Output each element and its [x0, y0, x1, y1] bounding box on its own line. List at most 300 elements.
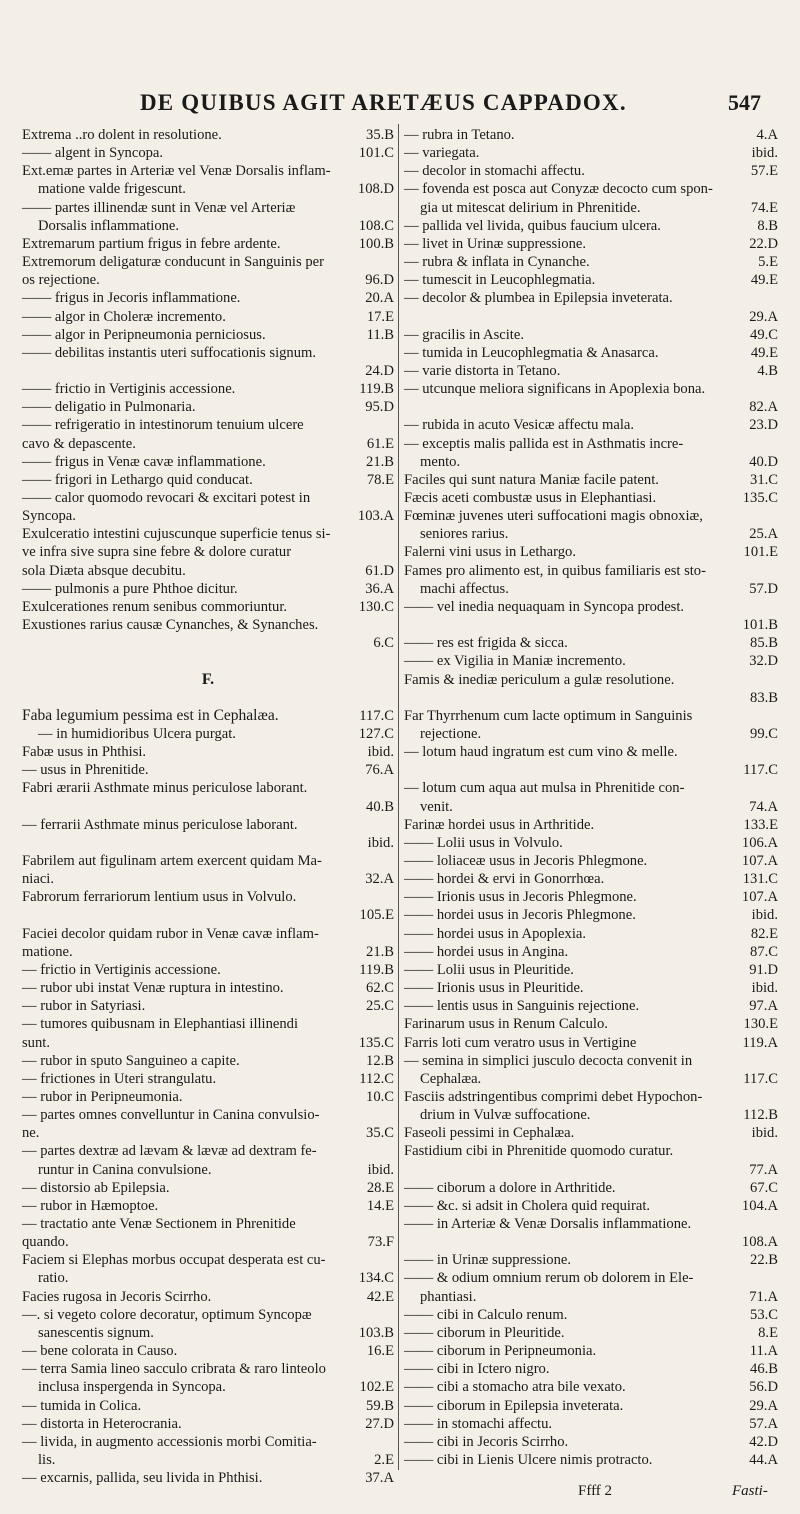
- entry-reference: 106.A: [741, 834, 778, 851]
- entry-text: runtur in Canina convulsione.: [38, 1161, 212, 1178]
- index-entry: [22, 943, 394, 961]
- index-entry: [22, 1124, 394, 1142]
- entry-text: —. si vegeto colore decoratur, optimum Syncopæ: [22, 1306, 312, 1323]
- entry-text: — tumescit in Leucophlegmatia.: [404, 272, 596, 289]
- index-entry: [404, 235, 778, 253]
- index-entry: [22, 126, 394, 144]
- entry-reference: 135.C: [742, 490, 778, 506]
- entry-reference: 49.E: [750, 344, 778, 361]
- entry-text: — in humidioribus Ulcera purgat.: [38, 725, 236, 742]
- entry-reference: 56.D: [749, 1379, 778, 1396]
- entry-text: —— cibi in Jecoris Scirrho.: [404, 1433, 569, 1450]
- entry-reference: 29.A: [749, 1397, 778, 1414]
- index-entry: [404, 1034, 778, 1052]
- entry-reference: 42.E: [366, 1288, 394, 1305]
- index-entry: [404, 1397, 778, 1415]
- entry-reference: 17.E: [366, 308, 394, 325]
- index-entry: [404, 671, 778, 689]
- entry-reference: 74.E: [750, 199, 778, 216]
- entry-text: Farris loti cum veratro usus in Vertigine: [404, 1034, 637, 1051]
- index-entry: [404, 144, 778, 162]
- entry-text: — rubor in Peripneumonia.: [22, 1088, 183, 1105]
- index-entry: [22, 362, 394, 380]
- entry-text: — rubra & inflata in Cynanche.: [404, 254, 590, 271]
- entry-text: lis.: [38, 1451, 56, 1468]
- running-title: DE QUIBUS AGIT ARETÆUS CAPPADOX.: [140, 90, 627, 115]
- entry-text: — gracilis in Ascite.: [404, 326, 524, 343]
- index-entry: [404, 652, 778, 670]
- index-entry: [404, 1142, 778, 1160]
- entry-reference: 102.E: [359, 1379, 394, 1396]
- index-entry: [22, 1415, 394, 1433]
- entry-reference: 105.E: [359, 907, 394, 924]
- index-entry: [22, 416, 394, 434]
- index-entry: [22, 1451, 394, 1469]
- index-entry: [22, 435, 394, 453]
- index-entry: [404, 1306, 778, 1324]
- index-entry: [404, 344, 778, 362]
- entry-text: —— algor in Choleræ incremento.: [22, 308, 226, 325]
- entry-reference: 5.E: [758, 254, 778, 271]
- entry-reference: 12.B: [366, 1052, 394, 1069]
- index-entry: [404, 598, 778, 616]
- entry-text: —— Irionis usus in Pleuritide.: [404, 980, 584, 997]
- index-entry: [22, 525, 394, 543]
- index-entry: [22, 652, 394, 670]
- index-entry: [22, 1469, 394, 1487]
- index-entry: [22, 1233, 394, 1251]
- index-entry: [404, 1433, 778, 1451]
- entry-text: — variegata.: [404, 145, 480, 162]
- right-index-column: [404, 126, 778, 1486]
- index-entry: [22, 870, 394, 888]
- entry-text: — frictiones in Uteri strangulatu.: [22, 1070, 217, 1087]
- index-entry: [404, 888, 778, 906]
- entry-reference: 117.C: [743, 762, 778, 779]
- entry-reference: 119.B: [359, 381, 394, 398]
- entry-text: Fabrorum ferrariorum lentium usus in Volvulo.: [22, 889, 297, 906]
- entry-text: —— in stomachi affectu.: [404, 1415, 553, 1432]
- index-entry: [22, 1088, 394, 1106]
- index-entry: [404, 362, 778, 380]
- entry-reference: 87.C: [750, 943, 778, 960]
- index-entry: [22, 671, 394, 689]
- entry-text: matione valde frigescunt.: [38, 181, 186, 198]
- entry-text: —— lentis usus in Sanguinis rejectione.: [404, 998, 640, 1015]
- entry-reference: 103.A: [357, 508, 394, 525]
- entry-text: — tumida in Colica.: [22, 1397, 142, 1414]
- entry-reference: 78.E: [366, 471, 394, 488]
- entry-reference: 108.D: [357, 181, 394, 198]
- entry-reference: 108.C: [358, 217, 394, 234]
- entry-text: Exustiones rarius causæ Cynanches, & Synanches.: [22, 617, 319, 634]
- entry-reference: 22.B: [750, 1252, 778, 1269]
- entry-reference: 108.A: [741, 1234, 778, 1251]
- entry-text: venit.: [420, 798, 453, 815]
- index-entry: [22, 852, 394, 870]
- entry-reference: 11.A: [749, 1343, 778, 1360]
- entry-reference: 107.A: [741, 853, 778, 869]
- entry-reference: 130.E: [743, 1016, 778, 1033]
- index-entry: [404, 1378, 778, 1396]
- index-entry: [404, 1015, 778, 1033]
- entry-reference: 4.B: [757, 362, 778, 379]
- entry-text: — terra Samia lineo sacculo cribrata & raro linteolo: [22, 1361, 326, 1378]
- entry-reference: ibid.: [751, 907, 778, 924]
- entry-text: — tumida in Leucophlegmatia & Anasarca.: [404, 344, 659, 361]
- index-entry: [404, 435, 778, 453]
- entry-text: —— loliaceæ usus in Jecoris Phlegmone.: [404, 853, 648, 869]
- entry-text: —— pulmonis a pure Phthoe dicitur.: [22, 580, 238, 597]
- entry-text: — usus in Phrenitide.: [22, 762, 149, 779]
- entry-text: — livet in Urinæ suppressione.: [404, 235, 587, 252]
- index-entry: [22, 580, 394, 598]
- index-entry: [404, 326, 778, 344]
- entry-text: Exulcerationes renum senibus commoriuntur.: [22, 598, 288, 615]
- index-entry: [22, 453, 394, 471]
- entry-reference: 97.A: [749, 998, 778, 1015]
- entry-reference: 2.E: [374, 1451, 394, 1468]
- index-entry: [404, 743, 778, 761]
- index-entry: [22, 1288, 394, 1306]
- entry-text: — ferrarii Asthmate minus periculose laborant.: [22, 816, 298, 833]
- index-entry: [404, 1070, 778, 1088]
- entry-text: — utcunque meliora significans in Apoplexia bona.: [404, 381, 706, 398]
- entry-reference: 23.D: [749, 417, 778, 434]
- index-entry: [404, 1052, 778, 1070]
- index-entry: [404, 1124, 778, 1142]
- entry-text: Fabri ærarii Asthmate minus periculose laborant.: [22, 780, 308, 797]
- index-entry: [22, 1197, 394, 1215]
- entry-reference: 71.A: [749, 1288, 778, 1305]
- entry-text: —— frigus in Venæ cavæ inflammatione.: [22, 453, 266, 470]
- entry-text: —— res est frigida & sicca.: [404, 635, 568, 652]
- entry-reference: 107.A: [741, 889, 778, 906]
- entry-text: —— algor in Peripneumonia perniciosus.: [22, 326, 266, 343]
- entry-reference: 25.A: [749, 526, 778, 543]
- entry-text: sunt.: [22, 1034, 50, 1051]
- index-entry: [404, 1088, 778, 1106]
- entry-text: — rubida in acuto Vesicæ affectu mala.: [404, 417, 635, 434]
- index-entry: [404, 1161, 778, 1179]
- index-entry: [404, 1288, 778, 1306]
- index-entry: [22, 634, 394, 652]
- entry-text: —— frigori in Lethargo quid conducat.: [22, 471, 253, 488]
- index-entry: [404, 1251, 778, 1269]
- entry-text: Extremarum partium frigus in febre ardente.: [22, 235, 281, 252]
- index-entry: [404, 525, 778, 543]
- index-entry: [22, 798, 394, 816]
- entry-reference: 27.D: [365, 1415, 394, 1432]
- entry-text: — frictio in Vertiginis accessione.: [22, 961, 221, 978]
- entry-text: — semina in simplici jusculo decocta convenit in: [404, 1052, 693, 1069]
- entry-text: —— Lolii usus in Pleuritide.: [404, 961, 574, 978]
- index-entry: [22, 253, 394, 271]
- entry-text: —— frictio in Vertiginis accessione.: [22, 381, 236, 398]
- index-entry: [404, 1215, 778, 1233]
- entry-text: Falerni vini usus in Lethargo.: [404, 544, 576, 561]
- entry-text: — rubor in Hæmoptoe.: [22, 1197, 159, 1214]
- index-entry: [22, 235, 394, 253]
- entry-reference: 20.A: [365, 290, 394, 307]
- index-entry: [22, 144, 394, 162]
- entry-text: matione.: [22, 943, 73, 960]
- index-entry: [404, 1360, 778, 1378]
- entry-reference: 6.C: [373, 635, 394, 652]
- entry-reference: 76.A: [365, 762, 394, 779]
- entry-text: —— cibi in Ictero nigro.: [404, 1361, 550, 1378]
- index-entry: [404, 779, 778, 797]
- entry-text: os rejectione.: [22, 272, 100, 289]
- entry-text: gia ut mitescat delirium in Phrenitide.: [420, 199, 641, 216]
- entry-reference: 82.E: [750, 925, 778, 942]
- entry-text: — rubra in Tetano.: [404, 127, 515, 143]
- entry-reference: 117.C: [743, 1070, 778, 1087]
- entry-text: quando.: [22, 1234, 69, 1251]
- entry-reference: 14.E: [366, 1197, 394, 1214]
- entry-text: —— Irionis usus in Jecoris Phlegmone.: [404, 889, 637, 906]
- entry-text: —— cibi a stomacho atra bile vexato.: [404, 1379, 626, 1396]
- index-entry: [22, 997, 394, 1015]
- entry-reference: 40.D: [749, 453, 778, 470]
- entry-text: Syncopa.: [22, 508, 76, 525]
- entry-reference: 99.C: [750, 725, 778, 742]
- entry-reference: 67.C: [750, 1179, 778, 1196]
- index-entry: [22, 598, 394, 616]
- index-entry: [22, 979, 394, 997]
- entry-text: Faciles qui sunt natura Maniæ facile patent.: [404, 471, 659, 488]
- entry-text: — tumores quibusnam in Elephantiasi illinendi: [22, 1016, 299, 1033]
- entry-text: Faciem si Elephas morbus occupat desperata est cu-: [22, 1252, 326, 1269]
- entry-reference: ibid.: [751, 1125, 778, 1142]
- entry-text: sola Diæta absque decubitu.: [22, 562, 186, 579]
- entry-reference: 35.B: [366, 127, 394, 143]
- index-entry: [22, 217, 394, 235]
- entry-reference: ibid.: [751, 980, 778, 997]
- entry-reference: 61.D: [365, 562, 394, 579]
- entry-text: Far Thyrrhenum cum lacte optimum in Sanguinis: [404, 707, 693, 724]
- index-entry: [22, 344, 394, 362]
- entry-text: —— frigus in Jecoris inflammatione.: [22, 290, 241, 307]
- entry-reference: 37.A: [365, 1470, 394, 1487]
- entry-reference: 24.D: [365, 362, 394, 379]
- entry-reference: 11.B: [366, 326, 394, 343]
- index-entry: [22, 489, 394, 507]
- entry-text: mento.: [420, 453, 461, 470]
- entry-text: ne.: [22, 1125, 40, 1142]
- entry-text: —— ciborum in Pleuritide.: [404, 1324, 565, 1341]
- index-entry: [404, 416, 778, 434]
- entry-text: — bene colorata in Causo.: [22, 1343, 178, 1360]
- index-entry: [22, 199, 394, 217]
- index-entry: [404, 271, 778, 289]
- entry-text: —— Lolii usus in Volvulo.: [404, 834, 563, 851]
- entry-text: Extrema ..ro dolent in resolutione.: [22, 127, 222, 143]
- entry-reference: 131.C: [742, 871, 778, 888]
- entry-reference: 57.E: [750, 163, 778, 180]
- entry-reference: 57.D: [749, 580, 778, 597]
- page-number: 547: [728, 90, 761, 115]
- entry-text: drium in Vulvæ suffocatione.: [420, 1107, 591, 1124]
- entry-reference: 83.B: [750, 689, 778, 706]
- entry-reference: ibid.: [367, 744, 394, 761]
- entry-text: rejectione.: [420, 725, 482, 742]
- index-entry: [22, 689, 394, 707]
- index-entry: [404, 580, 778, 598]
- entry-text: — partes omnes convelluntur in Canina convulsio-: [22, 1107, 320, 1124]
- index-entry: [22, 507, 394, 525]
- index-entry: [22, 888, 394, 906]
- entry-reference: 32.D: [749, 653, 778, 670]
- entry-text: —— in Urinæ suppressione.: [404, 1252, 572, 1269]
- entry-text: Cephalæa.: [420, 1070, 482, 1087]
- entry-text: niaci.: [22, 871, 55, 888]
- entry-reference: 127.C: [358, 725, 394, 742]
- entry-reference: 112.C: [359, 1070, 394, 1087]
- entry-text: — rubor in sputo Sanguineo a capite.: [22, 1052, 240, 1069]
- entry-text: — rubor ubi instat Venæ ruptura in intestino.: [22, 980, 284, 997]
- index-entry: [404, 979, 778, 997]
- index-entry: [22, 1251, 394, 1269]
- index-entry: [404, 707, 778, 725]
- index-entry: [22, 1179, 394, 1197]
- entry-text: — tractatio ante Venæ Sectionem in Phrenitide: [22, 1216, 296, 1232]
- index-entry: [22, 1360, 394, 1378]
- index-entry: [404, 453, 778, 471]
- entry-reference: 32.A: [365, 871, 394, 888]
- index-entry: [22, 834, 394, 852]
- entry-reference: 117.C: [359, 707, 394, 724]
- entry-reference: 101.C: [358, 145, 394, 162]
- entry-reference: 91.D: [749, 961, 778, 978]
- entry-reference: 49.E: [750, 272, 778, 289]
- index-entry: [404, 253, 778, 271]
- index-entry: [22, 562, 394, 580]
- entry-text: Farinarum usus in Renum Calculo.: [404, 1016, 608, 1033]
- index-entry: [404, 925, 778, 943]
- index-entry: [404, 1233, 778, 1251]
- entry-text: Farinæ hordei usus in Arthritide.: [404, 816, 595, 833]
- index-entry: [22, 1397, 394, 1415]
- index-entry: [22, 761, 394, 779]
- index-entry: [22, 398, 394, 416]
- entry-reference: 53.C: [750, 1306, 778, 1323]
- entry-text: —— hordei & ervi in Gonorrhœa.: [404, 871, 605, 888]
- entry-reference: 61.E: [366, 435, 394, 452]
- entry-text: —— debilitas instantis uteri suffocationis signum.: [22, 344, 317, 361]
- entry-text: — distorsio ab Epilepsia.: [22, 1179, 170, 1196]
- index-entry: [404, 543, 778, 561]
- entry-text: — exceptis malis pallida est in Asthmatis incre-: [404, 435, 684, 452]
- entry-reference: 96.D: [365, 272, 394, 289]
- entry-reference: 21.B: [366, 453, 394, 470]
- page-header: [0, 88, 800, 124]
- index-entry: [22, 616, 394, 634]
- index-entry: [22, 1015, 394, 1033]
- index-entry: [404, 1324, 778, 1342]
- entry-text: Fæcis aceti combustæ usus in Elephantiasi.: [404, 490, 657, 506]
- entry-reference: 57.A: [749, 1415, 778, 1432]
- entry-reference: 8.E: [758, 1324, 778, 1341]
- index-entry: [22, 1034, 394, 1052]
- entry-reference: 4.A: [756, 127, 778, 143]
- index-entry: [22, 816, 394, 834]
- entry-reference: 22.D: [749, 235, 778, 252]
- index-entry: [404, 180, 778, 198]
- index-entry: [22, 471, 394, 489]
- entry-reference: 31.C: [750, 471, 778, 488]
- entry-text: Fastidium cibi in Phrenitide quomodo curatur.: [404, 1143, 674, 1160]
- index-entry: [404, 689, 778, 707]
- entry-reference: 85.B: [750, 635, 778, 652]
- entry-text: —— vel inedia nequaquam in Syncopa prodest.: [404, 598, 685, 615]
- entry-text: seniores rarius.: [420, 526, 509, 543]
- index-entry: [404, 943, 778, 961]
- entry-text: — partes dextræ ad lævam & lævæ ad dextram fe-: [22, 1143, 317, 1160]
- entry-reference: 135.C: [358, 1034, 394, 1051]
- entry-text: — varie distorta in Tetano.: [404, 362, 561, 379]
- entry-reference: 82.A: [749, 399, 778, 416]
- entry-text: Fabæ usus in Phthisi.: [22, 744, 147, 761]
- entry-reference: 73.F: [367, 1234, 394, 1251]
- entry-reference: 28.E: [366, 1179, 394, 1196]
- catchword: Fasti-: [732, 1483, 768, 1499]
- entry-reference: 103.B: [358, 1324, 394, 1341]
- entry-text: —— & odium omnium rerum ob dolorem in Ele-: [404, 1270, 694, 1287]
- index-entry: [404, 816, 778, 834]
- entry-text: Fabrilem aut figulinam artem exercent quidam Ma-: [22, 853, 322, 869]
- entry-text: —— cibi in Lienis Ulcere nimis protracto.: [404, 1451, 653, 1468]
- entry-reference: 133.E: [743, 816, 778, 833]
- entry-reference: 119.A: [742, 1034, 778, 1051]
- entry-text: ve infra sive supra sine febre & dolore curatur: [22, 544, 292, 561]
- entry-reference: 46.B: [750, 1361, 778, 1378]
- entry-text: Faciei decolor quidam rubor in Venæ cavæ inflam-: [22, 925, 319, 942]
- entry-reference: 10.C: [366, 1088, 394, 1105]
- entry-text: —— algent in Syncopa.: [22, 145, 164, 162]
- entry-reference: 134.C: [358, 1270, 394, 1287]
- entry-reference: 44.A: [749, 1451, 778, 1468]
- entry-reference: 59.B: [366, 1397, 394, 1414]
- entry-reference: 29.A: [749, 308, 778, 325]
- entry-reference: 100.B: [358, 235, 394, 252]
- entry-text: — pallida vel livida, quibus faucium ulcera.: [404, 217, 661, 234]
- entry-text: — fovenda est posca aut Conyzæ decocto cum spon-: [404, 181, 713, 198]
- index-entry: [404, 834, 778, 852]
- entry-reference: 95.D: [365, 399, 394, 416]
- index-entry: [22, 743, 394, 761]
- index-entry: [404, 616, 778, 634]
- column-divider: [398, 124, 399, 1470]
- entry-text: Ext.emæ partes in Arteriæ vel Venæ Dorsalis inflam-: [22, 163, 331, 180]
- index-entry: [22, 1142, 394, 1160]
- entry-text: Faba legumium pessima est in Cephalæa.: [22, 706, 279, 724]
- entry-reference: 16.E: [366, 1343, 394, 1360]
- entry-text: — lotum haud ingratum est cum vino & melle.: [404, 744, 678, 761]
- index-entry: [404, 507, 778, 525]
- entry-reference: 101.B: [742, 617, 778, 634]
- index-entry: [404, 1197, 778, 1215]
- index-entry: [404, 906, 778, 924]
- entry-text: —— hordei usus in Angina.: [404, 943, 569, 960]
- entry-text: —— refrigeratio in intestinorum tenuium ulcere: [22, 417, 304, 434]
- entry-text: —— hordei usus in Jecoris Phlegmone.: [404, 907, 636, 924]
- entry-text: —— cibi in Calculo renum.: [404, 1306, 568, 1323]
- entry-reference: 8.B: [757, 217, 778, 234]
- entry-text: sanescentis signum.: [38, 1324, 154, 1341]
- index-entry: [404, 562, 778, 580]
- index-entry: [22, 1306, 394, 1324]
